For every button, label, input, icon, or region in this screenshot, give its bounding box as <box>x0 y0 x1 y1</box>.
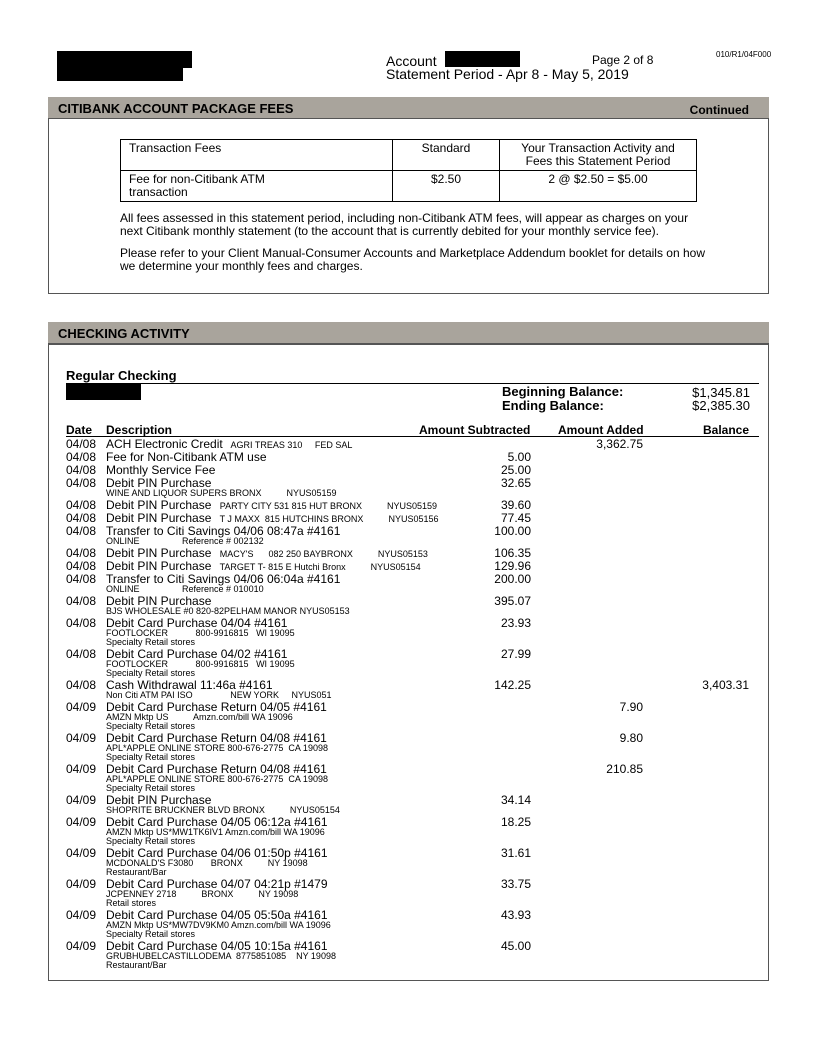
tx-detail-line: ONLINE Reference # 010010 <box>106 584 264 594</box>
section-title: CHECKING ACTIVITY <box>58 326 190 341</box>
tx-detail-line: WINE AND LIQUOR SUPERS BRONX NYUS05159 <box>106 488 337 498</box>
section-title: CITIBANK ACCOUNT PACKAGE FEES <box>58 101 294 116</box>
tx-date: 04/08 <box>66 511 97 525</box>
tx-detail-line: APL*APPLE ONLINE STORE 800-676-2775 CA 19098 <box>106 774 328 784</box>
tx-category: Specialty Retail stores <box>106 836 196 846</box>
fees-note-1: All fees assessed in this statement period, including non-Citibank ATM fees, will appear as charges on your next Citibank monthly statement (to the account that is currently debited for your monthly service fee). <box>120 211 689 238</box>
redacted-address <box>57 66 183 81</box>
redacted-account-number <box>445 51 520 67</box>
tx-amount-subtracted: 77.45 <box>500 511 531 525</box>
continued-label: Continued <box>689 103 749 117</box>
checking-section-header <box>48 322 769 344</box>
tx-date: 04/08 <box>66 437 97 451</box>
tx-description: Debit PIN Purchase <box>106 594 212 608</box>
tx-description: Debit PIN Purchase T J MAXX 815 HUTCHINS BRONX NYUS05156 <box>106 511 439 525</box>
account-type-underline <box>66 383 759 384</box>
tx-category: Retail stores <box>106 898 157 908</box>
account-type: Regular Checking <box>66 368 177 383</box>
header-cell: Standard <box>393 140 500 171</box>
tx-category: Specialty Retail stores <box>106 637 196 647</box>
tx-description: Transfer to Citi Savings 04/06 06:04a #4161 <box>106 572 341 586</box>
tx-detail-line: APL*APPLE ONLINE STORE 800-676-2775 CA 19098 <box>106 743 328 753</box>
tx-amount-subtracted: 106.35 <box>494 546 531 560</box>
tx-detail-line: AMZN Mktp US*MW1TK6IV1 Amzn.com/bill WA 19096 <box>106 827 325 837</box>
col-date: Date <box>66 423 93 437</box>
tx-category: Specialty Retail stores <box>106 668 196 678</box>
tx-description: Monthly Service Fee <box>106 463 216 477</box>
beginning-balance-label: Beginning Balance: <box>502 384 624 399</box>
tx-detail-line: SHOPRITE BRUCKNER BLVD BRONX NYUS05154 <box>106 805 340 815</box>
tx-amount-subtracted: 5.00 <box>507 450 531 464</box>
tx-date: 04/08 <box>66 678 97 692</box>
tx-category: Specialty Retail stores <box>106 929 196 939</box>
section-divider <box>48 344 769 345</box>
page-number: Page 2 of 8 <box>592 53 654 67</box>
tx-description: Debit Card Purchase Return 04/05 #4161 <box>106 700 327 714</box>
tx-amount-subtracted: 43.93 <box>500 908 531 922</box>
tx-amount-subtracted: 34.14 <box>500 793 531 807</box>
tx-description: Debit PIN Purchase MACY'S 082 250 BAYBRONX NYUS05153 <box>106 546 428 560</box>
tx-merchant-detail: PARTY CITY 531 815 HUT BRONX NYUS05159 <box>214 501 437 511</box>
tx-amount-subtracted: 100.00 <box>494 524 531 538</box>
tx-date: 04/09 <box>66 793 97 807</box>
tx-date: 04/08 <box>66 572 97 586</box>
tx-detail-line: BJS WHOLESALE #0 820-82PELHAM MANOR NYUS05153 <box>106 606 350 616</box>
tx-amount-subtracted: 142.25 <box>494 678 531 692</box>
form-code: 010/R1/04F000 <box>716 50 772 59</box>
tx-description: Debit Card Purchase 04/05 06:12a #4161 <box>106 815 328 829</box>
tx-amount-added: 3,362.75 <box>596 437 643 451</box>
tx-amount-added: 7.90 <box>619 700 643 714</box>
tx-description: Debit Card Purchase Return 04/08 #4161 <box>106 762 327 776</box>
ending-balance-label: Ending Balance: <box>502 398 604 413</box>
tx-amount-subtracted: 45.00 <box>500 939 531 953</box>
tx-description: Debit PIN Purchase TARGET T- 815 E Hutchi Bronx NYUS05154 <box>106 559 421 573</box>
tx-detail-line: JCPENNEY 2718 BRONX NY 19098 <box>106 889 299 899</box>
tx-description: Debit Card Purchase 04/05 10:15a #4161 <box>106 939 328 953</box>
tx-amount-subtracted: 18.25 <box>500 815 531 829</box>
tx-date: 04/08 <box>66 546 97 560</box>
tx-date: 04/09 <box>66 908 97 922</box>
fees-table-row <box>121 171 697 202</box>
fee-name: Fee for non-Citibank ATM transaction <box>121 171 393 202</box>
tx-description: ACH Electronic Credit AGRI TREAS 310 FED SAL <box>106 437 353 451</box>
tx-description: Cash Withdrawal 11:46a #4161 <box>106 678 273 692</box>
tx-category: Specialty Retail stores <box>106 721 196 731</box>
tx-category: Restaurant/Bar <box>106 867 167 877</box>
col-amount-added: Amount Added <box>558 423 644 437</box>
tx-merchant-detail: MACY'S 082 250 BAYBRONX NYUS05153 <box>214 549 428 559</box>
tx-description: Transfer to Citi Savings 04/06 08:47a #4161 <box>106 524 341 538</box>
redacted-account-id <box>66 384 141 400</box>
tx-merchant-detail: T J MAXX 815 HUTCHINS BRONX NYUS05156 <box>214 514 439 524</box>
tx-description: Debit PIN Purchase PARTY CITY 531 815 HUT BRONX NYUS05159 <box>106 498 437 512</box>
tx-detail-line: FOOTLOCKER 800-9916815 WI 19095 <box>106 628 295 638</box>
statement-period: Statement Period - Apr 8 - May 5, 2019 <box>386 66 629 82</box>
tx-date: 04/08 <box>66 647 97 661</box>
tx-date: 04/08 <box>66 616 97 630</box>
tx-date: 04/08 <box>66 498 97 512</box>
tx-detail-line: FOOTLOCKER 800-9916815 WI 19095 <box>106 659 295 669</box>
tx-amount-subtracted: 33.75 <box>500 877 531 891</box>
tx-description: Debit PIN Purchase <box>106 476 212 490</box>
fee-activity: 2 @ $2.50 = $5.00 <box>500 171 697 202</box>
tx-date: 04/09 <box>66 762 97 776</box>
fees-table <box>120 139 697 202</box>
tx-amount-subtracted: 25.00 <box>500 463 531 477</box>
tx-date: 04/08 <box>66 559 97 573</box>
tx-amount-subtracted: 200.00 <box>494 572 531 586</box>
tx-description: Debit Card Purchase 04/05 05:50a #4161 <box>106 908 328 922</box>
fees-section-header <box>48 97 769 119</box>
tx-category: Specialty Retail stores <box>106 783 196 793</box>
col-amount-subtracted: Amount Subtracted <box>419 423 531 437</box>
tx-category: Restaurant/Bar <box>106 960 167 970</box>
tx-detail-line: Non Citi ATM PAI ISO NEW YORK NYUS051 <box>106 690 332 700</box>
tx-date: 04/09 <box>66 815 97 829</box>
tx-description: Debit PIN Purchase <box>106 793 212 807</box>
tx-amount-subtracted: 27.99 <box>500 647 531 661</box>
tx-amount-added: 210.85 <box>606 762 643 776</box>
tx-category: Specialty Retail stores <box>106 752 196 762</box>
tx-amount-added: 9.80 <box>619 731 643 745</box>
tx-date: 04/09 <box>66 700 97 714</box>
tx-detail-line: MCDONALD'S F3080 BRONX NY 19098 <box>106 858 308 868</box>
tx-description: Fee for Non-Citibank ATM use <box>106 450 267 464</box>
beginning-balance-value: $1,345.81 <box>692 385 750 400</box>
tx-date: 04/08 <box>66 450 97 464</box>
header-cell: Your Transaction Activity and Fees this Statement Period <box>500 140 697 171</box>
tx-detail-line: AMZN Mktp US*MW7DV9KM0 Amzn.com/bill WA 19096 <box>106 920 331 930</box>
account-label: Account <box>386 53 437 69</box>
tx-detail-line: GRUBHUBELCASTILLODEMA 8775851085 NY 19098 <box>106 951 336 961</box>
tx-merchant-detail: AGRI TREAS 310 FED SAL <box>226 440 353 450</box>
tx-date: 04/08 <box>66 594 97 608</box>
tx-date: 04/09 <box>66 731 97 745</box>
tx-amount-subtracted: 23.93 <box>500 616 531 630</box>
col-balance: Balance <box>703 423 750 437</box>
tx-date: 04/09 <box>66 846 97 860</box>
ending-balance-value: $2,385.30 <box>692 398 750 413</box>
tx-balance: 3,403.31 <box>702 678 749 692</box>
tx-amount-subtracted: 32.65 <box>500 476 531 490</box>
tx-detail-line: ONLINE Reference # 002132 <box>106 536 264 546</box>
tx-description: Debit Card Purchase 04/06 01:50p #4161 <box>106 846 328 860</box>
tx-description: Debit Card Purchase Return 04/08 #4161 <box>106 731 327 745</box>
tx-amount-subtracted: 31.61 <box>500 846 531 860</box>
tx-date: 04/09 <box>66 877 97 891</box>
tx-amount-subtracted: 395.07 <box>494 594 531 608</box>
tx-amount-subtracted: 129.96 <box>494 559 531 573</box>
tx-date: 04/08 <box>66 476 97 490</box>
header-cell: Transaction Fees <box>121 140 393 171</box>
tx-description: Debit Card Purchase 04/04 #4161 <box>106 616 288 630</box>
fees-note-2: Please refer to your Client Manual-Consumer Accounts and Marketplace Addendum booklet for details on how we determine your monthly fees and charges. <box>120 246 705 273</box>
tx-date: 04/09 <box>66 939 97 953</box>
tx-description: Debit Card Purchase 04/07 04:21p #1479 <box>106 877 328 891</box>
tx-date: 04/08 <box>66 524 97 538</box>
tx-description: Debit Card Purchase 04/02 #4161 <box>106 647 288 661</box>
tx-amount-subtracted: 39.60 <box>500 498 531 512</box>
tx-merchant-detail: TARGET T- 815 E Hutchi Bronx NYUS05154 <box>214 562 421 572</box>
fees-table-header <box>121 140 697 171</box>
col-description: Description <box>106 423 173 437</box>
tx-detail-line: AMZN Mktp US Amzn.com/bill WA 19096 <box>106 712 293 722</box>
tx-date: 04/08 <box>66 463 97 477</box>
fee-standard: $2.50 <box>393 171 500 202</box>
